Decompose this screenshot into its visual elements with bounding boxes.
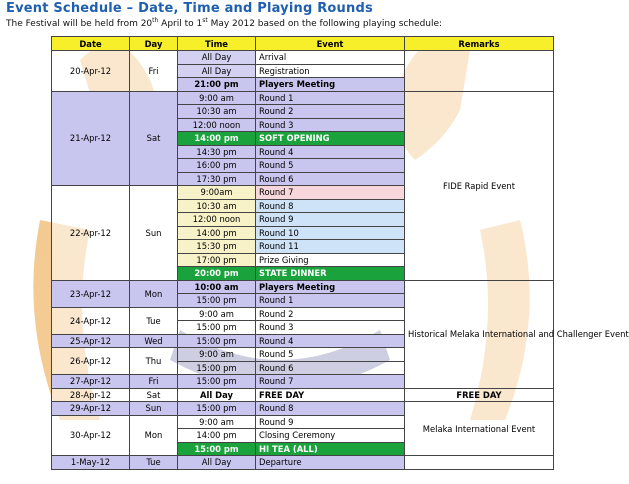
header-time: Time (178, 37, 256, 51)
day-cell: Sat (130, 388, 178, 402)
time-cell: 15:00 pm (178, 321, 256, 335)
day-cell: Fri (130, 375, 178, 389)
remarks-free-day: FREE DAY (405, 388, 554, 402)
header-remarks: Remarks (405, 37, 554, 51)
time-cell: 21:00 pm (178, 78, 256, 92)
date-cell: 24-Apr-12 (52, 307, 130, 334)
date-cell: 23-Apr-12 (52, 280, 130, 307)
time-cell: 10:30 am (178, 105, 256, 119)
event-cell: Players Meeting (256, 280, 405, 294)
day-cell: Sun (130, 402, 178, 416)
time-cell: 15:00 pm (178, 361, 256, 375)
remarks-cell-empty (405, 51, 554, 92)
event-cell: Arrival (256, 51, 405, 65)
event-cell: Round 2 (256, 307, 405, 321)
time-cell: 9:00am (178, 186, 256, 200)
day-cell: Thu (130, 348, 178, 375)
event-cell: Round 9 (256, 213, 405, 227)
table-row (52, 456, 554, 470)
event-cell: Round 6 (256, 361, 405, 375)
event-cell: Round 6 (256, 172, 405, 186)
day-cell: Mon (130, 415, 178, 456)
table-row (52, 402, 554, 416)
date-cell: 28-Apr-12 (52, 388, 130, 402)
event-cell: Round 3 (256, 321, 405, 335)
event-cell: Round 1 (256, 294, 405, 308)
event-cell: Round 5 (256, 348, 405, 362)
event-cell: Round 4 (256, 334, 405, 348)
subtitle-text-end: May 2012 based on the following playing schedule: (207, 19, 443, 29)
event-cell: Round 3 (256, 118, 405, 132)
event-cell: Round 2 (256, 105, 405, 119)
table-row (52, 91, 554, 105)
schedule-table (51, 36, 629, 470)
table-header-row (52, 37, 554, 51)
event-cell: Round 4 (256, 145, 405, 159)
event-cell: Round 5 (256, 159, 405, 173)
event-cell: Round 10 (256, 226, 405, 240)
time-cell: 17:30 pm (178, 172, 256, 186)
time-cell: 9:00 am (178, 91, 256, 105)
time-cell: 12:00 noon (178, 213, 256, 227)
subtitle-text-start: The Festival will be held from 20 (6, 19, 153, 29)
subtitle-superscript-th: th (152, 17, 159, 24)
page-subtitle (6, 19, 442, 33)
remarks-fide-rapid: FIDE Rapid Event (405, 91, 554, 280)
event-cell: Registration (256, 64, 405, 78)
header-event: Event (256, 37, 405, 51)
event-cell: Players Meeting (256, 78, 405, 92)
event-cell: Round 9 (256, 415, 405, 429)
time-cell: 14:00 pm (178, 226, 256, 240)
day-cell: Mon (130, 280, 178, 307)
event-cell: Round 11 (256, 240, 405, 254)
time-cell: 15:00 pm (178, 334, 256, 348)
event-cell: Round 8 (256, 199, 405, 213)
time-cell: 14:30 pm (178, 145, 256, 159)
remarks-historical: Historical Melaka International and Challenger Event (405, 280, 554, 388)
date-cell: 25-Apr-12 (52, 334, 130, 348)
date-cell: 27-Apr-12 (52, 375, 130, 389)
event-cell-highlight: SOFT OPENING (256, 132, 405, 146)
date-cell: 1-May-12 (52, 456, 130, 470)
day-cell: Tue (130, 456, 178, 470)
table-row (52, 280, 554, 294)
remarks-melaka-international: Melaka International Event (405, 402, 554, 456)
event-cell: Departure (256, 456, 405, 470)
time-cell: 14:00 pm (178, 132, 256, 146)
date-cell: 26-Apr-12 (52, 348, 130, 375)
subtitle-text-middle: April to 1 (158, 19, 203, 29)
time-cell: 12:00 noon (178, 118, 256, 132)
day-cell: Wed (130, 334, 178, 348)
event-cell: Closing Ceremony (256, 429, 405, 443)
day-cell: Tue (130, 307, 178, 334)
time-cell: All Day (178, 456, 256, 470)
date-cell: 22-Apr-12 (52, 186, 130, 281)
time-cell: 20:00 pm (178, 267, 256, 281)
time-cell: 15:00 pm (178, 294, 256, 308)
time-cell: 15:00 pm (178, 375, 256, 389)
day-cell: Sat (130, 91, 178, 186)
day-cell: Sun (130, 186, 178, 281)
event-cell: Round 8 (256, 402, 405, 416)
time-cell: 15:30 pm (178, 240, 256, 254)
time-cell: 14:00 pm (178, 429, 256, 443)
time-cell: 17:00 pm (178, 253, 256, 267)
time-cell: 9:00 am (178, 348, 256, 362)
day-cell: Fri (130, 51, 178, 92)
event-cell: Round 7 (256, 186, 405, 200)
time-cell: All Day (178, 51, 256, 65)
remarks-cell-empty (405, 456, 554, 470)
header-date: Date (52, 37, 130, 51)
page-title: Event Schedule – Date, Time and Playing Rounds (6, 1, 373, 16)
time-cell: 10:00 am (178, 280, 256, 294)
event-cell-highlight: STATE DINNER (256, 267, 405, 281)
event-cell: Prize Giving (256, 253, 405, 267)
time-cell: 10:30 am (178, 199, 256, 213)
time-cell: All Day (178, 388, 256, 402)
table-row (52, 51, 554, 65)
event-cell: FREE DAY (256, 388, 405, 402)
date-cell: 21-Apr-12 (52, 91, 130, 186)
time-cell: 16:00 pm (178, 159, 256, 173)
subtitle-superscript-st: st (202, 17, 208, 24)
header-day: Day (130, 37, 178, 51)
time-cell: 9:00 am (178, 307, 256, 321)
time-cell: 9:00 am (178, 415, 256, 429)
time-cell: 15:00 pm (178, 402, 256, 416)
event-cell: Round 1 (256, 91, 405, 105)
time-cell: 15:00 pm (178, 442, 256, 456)
date-cell: 20-Apr-12 (52, 51, 130, 92)
date-cell: 30-Apr-12 (52, 415, 130, 456)
time-cell: All Day (178, 64, 256, 78)
table-row (52, 388, 554, 402)
date-cell: 29-Apr-12 (52, 402, 130, 416)
event-cell: Round 7 (256, 375, 405, 389)
event-cell-highlight: HI TEA (ALL) (256, 442, 405, 456)
